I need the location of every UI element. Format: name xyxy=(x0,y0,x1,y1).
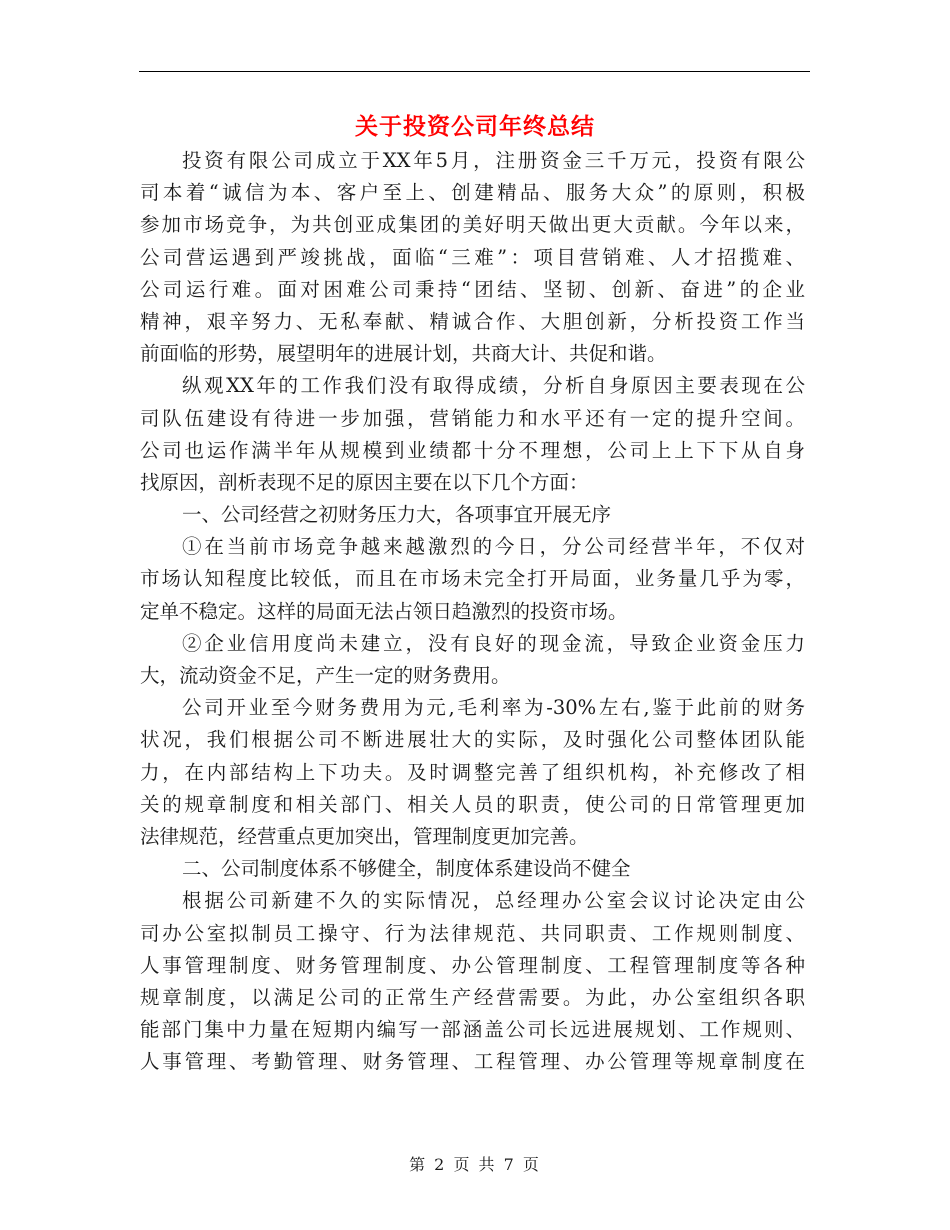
text-line: 司办公室拟制员工操守、行为法律规范、共同职责、工作规则制度、 xyxy=(140,921,805,945)
text-line: 公司也运作满半年从规模到业绩都十分不理想，公司上上下下从自身 xyxy=(140,438,805,462)
text-line: 纵观XX年的工作我们没有取得成绩，分析自身原因主要表现在公 xyxy=(182,374,805,398)
text-line: 人事管理制度、财务管理制度、办公管理制度、工程管理制度等各种 xyxy=(140,953,805,977)
text-line: 定单不稳定。这样的局面无法占领日趋激烈的投资市场。 xyxy=(140,599,628,623)
text-line: 找原因，剖析表现不足的原因主要在以下几个方面： xyxy=(140,470,589,494)
document-title: 关于投资公司年终总结 xyxy=(355,113,595,140)
text-line: 人事管理、考勤管理、财务管理、工程管理、办公管理等规章制度在 xyxy=(140,1050,805,1074)
text-line: 状况，我们根据公司不断进展壮大的实际，及时强化公司整体团队能 xyxy=(140,728,805,752)
text-line: 二、公司制度体系不够健全，制度体系建设尚不健全 xyxy=(182,857,631,881)
text-line: 大，流动资金不足，产生一定的财务费用。 xyxy=(140,664,511,687)
text-line: 法律规范，经营重点更加突出，管理制度更加完善。 xyxy=(140,824,589,848)
text-line: 投资有限公司成立于XX年5月，注册资金三千万元，投资有限公 xyxy=(182,149,805,172)
text-line: 司队伍建设有待进一步加强，营销能力和水平还有一定的提升空间。 xyxy=(140,406,805,430)
text-line: 市场认知程度比较低，而且在市场未完全打开局面，业务量几乎为零， xyxy=(140,567,805,591)
text-line: 关的规章制度和相关部门、相关人员的职责，使公司的日常管理更加 xyxy=(140,792,805,816)
text-line: 规章制度，以满足公司的正常生产经营需要。为此，办公室组织各职 xyxy=(140,985,805,1009)
header-rule xyxy=(139,71,810,72)
text-line: 前面临的形势，展望明年的进展计划，共商大计、共促和谐。 xyxy=(140,342,667,366)
text-line: ①在当前市场竞争越来越激烈的今日，分公司经营半年，不仅对 xyxy=(182,535,805,559)
text-line: 精神，艰辛努力、无私奉献、精诚合作、大胆创新，分析投资工作当 xyxy=(140,309,805,333)
text-line: 参加市场竞争，为共创亚成集团的美好明天做出更大贡献。今年以来， xyxy=(140,213,805,237)
text-line: 公司运行难。面对困难公司秉持“团结、坚韧、创新、奋进”的企业 xyxy=(140,277,805,301)
document-body xyxy=(140,145,805,1078)
text-line: 一、公司经营之初财务压力大，各项事宜开展无序 xyxy=(182,503,612,527)
text-line: 根据公司新建不久的实际情况，总经理办公室会议讨论决定由公 xyxy=(182,889,805,913)
page-footer: 第 2 页 共 7 页 xyxy=(409,1155,541,1174)
text-line: 力，在内部结构上下功夫。及时调整完善了组织机构，补充修改了相 xyxy=(140,760,805,784)
text-line: 司本着“诚信为本、客户至上、创建精品、服务大众”的原则，积极 xyxy=(140,181,805,205)
text-line: ②企业信用度尚未建立，没有良好的现金流，导致企业资金压力 xyxy=(182,631,805,655)
text-line: 公司开业至今财务费用为元,毛利率为-30%左右,鉴于此前的财务 xyxy=(182,696,805,720)
text-line: 能部门集中力量在短期内编写一部涵盖公司长远进展规划、工作规则、 xyxy=(140,1018,805,1042)
text-line: 公司营运遇到严竣挑战，面临“三难”：项目营销难、人才招揽难、 xyxy=(140,245,805,269)
